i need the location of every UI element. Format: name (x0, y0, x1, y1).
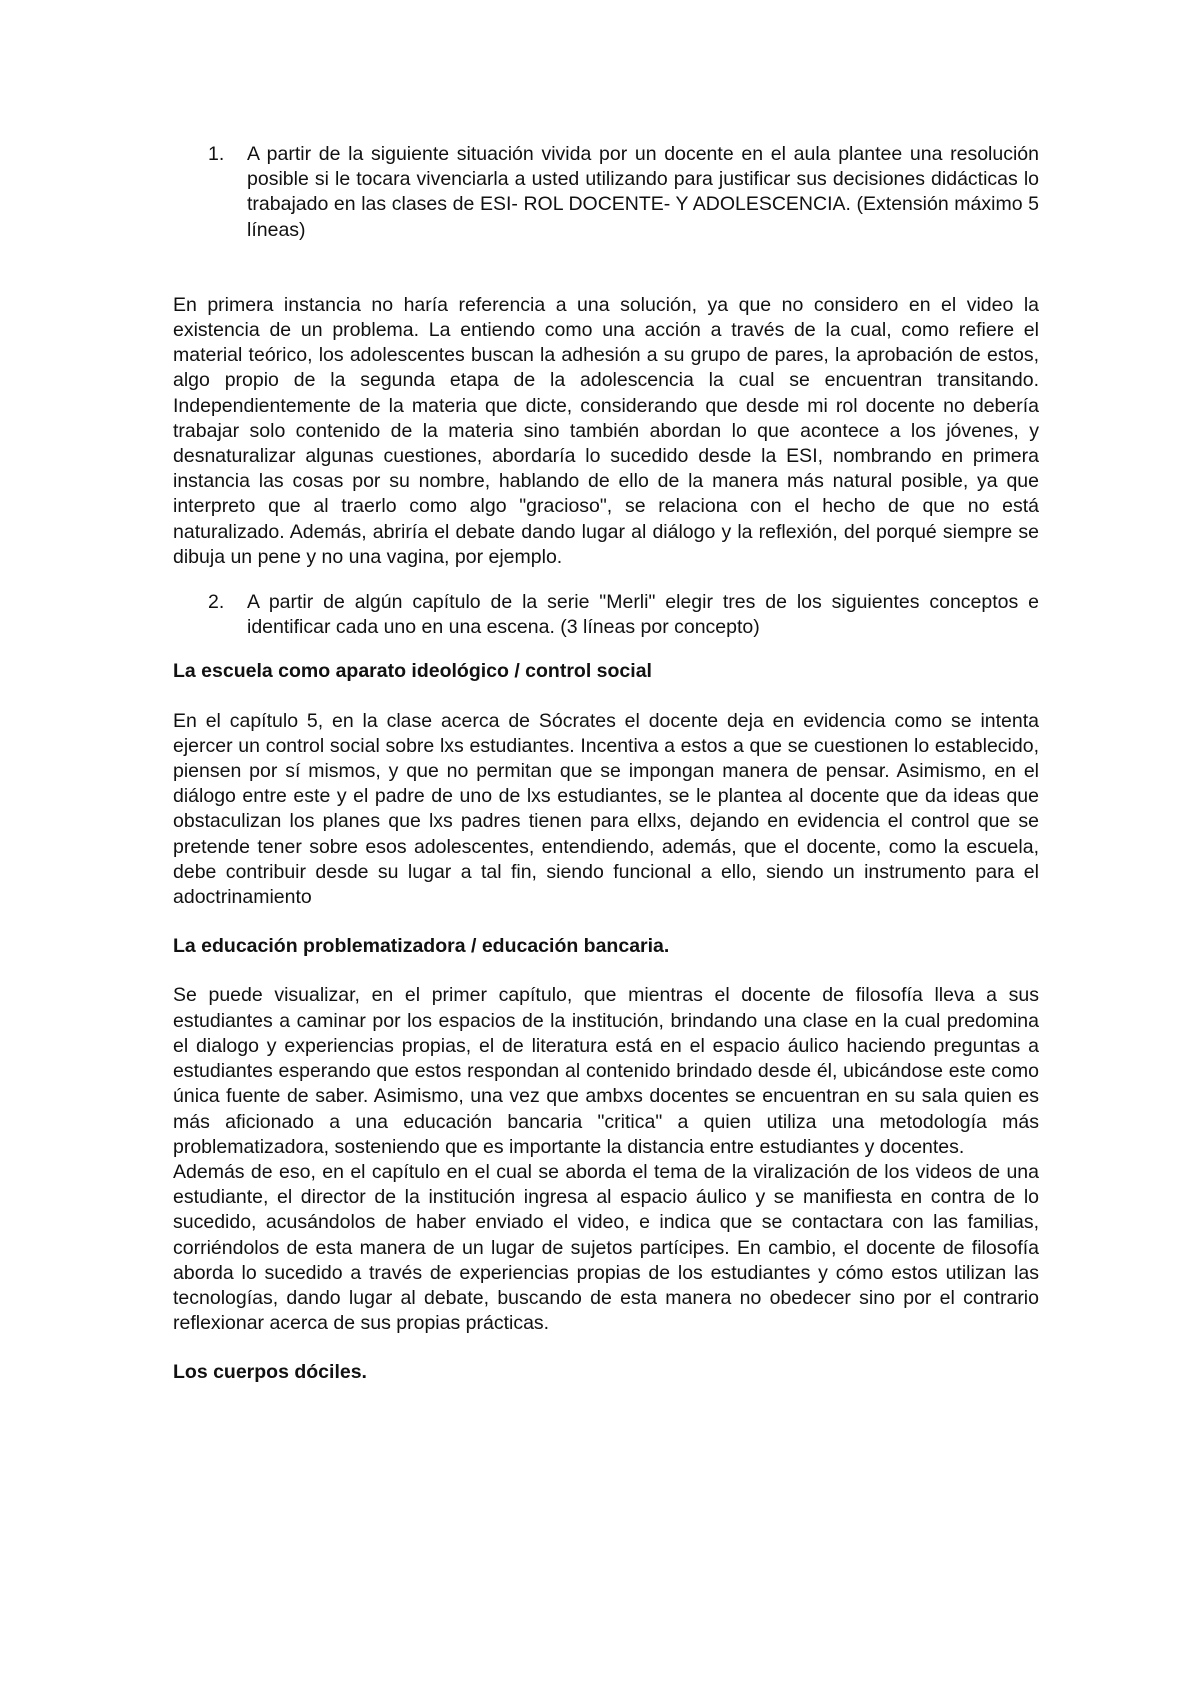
section-paragraph-control-social: En el capítulo 5, en la clase acerca de Sócrates el docente deja en evidencia como se intenta ejercer un control social sobre lxs estudiantes. Incentiva a estos a que se cuestionen lo establecido, piensen por sí mismos, y que no permitan que se impongan manera de pensar. Asimismo, en el diálogo entre este y el padre de uno de lxs estudiantes, se le plantea al docente que da ideas que obstaculizan los planes que lxs padres tienen para ellxs, dejando en evidencia el control que se pretende tener sobre esos adolescentes, entendiendo, además, que el docente, como la escuela, debe contribuir desde su lugar a tal fin, siendo funcional a ello, siendo un instrumento para el adoctrinamiento (173, 709, 1039, 909)
question-1-text: A partir de la siguiente situación vivida por un docente en el aula plantee una resolución posible si le tocara vivenciarla a usted utilizando para justificar sus decisiones didácticas lo trabajado en las clases de ESI- ROL DOCENTE- Y ADOLESCENCIA. (Extensión máximo 5 líneas) (247, 143, 1039, 241)
question-1-number: 1. (208, 143, 225, 165)
question-2-number: 2. (208, 591, 225, 614)
section-heading-educacion-bancaria: La educación problematizadora / educación bancaria. (173, 935, 670, 958)
question-2 (173, 590, 1039, 640)
question-1 (173, 142, 1039, 243)
section-paragraph-educacion-bancaria-1: Se puede visualizar, en el primer capítulo, que mientras el docente de filosofía lleva a sus estudiantes a caminar por los espacios de la institución, brindando una clase en la cual predomina el dialogo y experiencias propias, el de literatura está en el espacio áulico haciendo preguntas a estudiantes esperando que estos respondan al contenido brindado desde él, ubicándose este como única fuente de saber. Asimismo, una vez que ambxs docentes se encuentran en su sala quien es más aficionado a una educación bancaria "critica" a quien utiliza una metodología más problematizadora, sosteniendo que es importante la distancia entre estudiantes y docentes. (173, 984, 1039, 1158)
section-paragraph-educacion-bancaria-2: Además de eso, en el capítulo en el cual se aborda el tema de la viralización de los videos de una estudiante, el director de la institución ingresa al espacio áulico y se manifiesta en contra de lo sucedido, acusándolos de haber enviado el video, e indica que se contactara con las familias, corriéndolos de esta manera de un lugar de sujetos partícipes. En cambio, el docente de filosofía aborda lo sucedido a través de experiencias propias de los estudiantes y cómo estos utilizan las tecnologías, dando lugar al debate, buscando de esta manera no obedecer sino por el contrario reflexionar acerca de sus propias prácticas. (173, 1160, 1039, 1335)
answer-1-paragraph: En primera instancia no haría referencia a una solución, ya que no considero en el video la existencia de un problema. La entiendo como una acción a través de la cual, como refiere el material teórico, los adolescentes buscan la adhesión a su grupo de pares, la aprobación de estos, algo propio de la segunda etapa de la adolescencia la cual se encuentran transitando. Independientemente de la materia que dicte, considerando que desde mi rol docente no debería trabajar solo contenido de la materia sino también abordan lo que acontece a los jóvenes, y desnaturalizar algunas cuestiones, abordaría lo sucedido desde la ESI, nombrando en primera instancia las cosas por su nombre, hablando de ello de la manera más natural posible, ya que interpreto que al traerlo como algo "gracioso", se relaciona con el hecho de que no está naturalizado. Además, abriría el debate dando lugar al diálogo y la reflexión, del porqué siempre se dibuja un pene y no una vagina, por ejemplo. (173, 293, 1039, 568)
document-page (173, 142, 1039, 1386)
section-heading-control-social: La escuela como aparato ideológico / control social (173, 660, 652, 683)
question-2-text: A partir de algún capítulo de la serie "Merli" elegir tres de los siguientes conceptos e identificar cada uno en una escena. (3 líneas por concepto) (247, 591, 1039, 639)
section-heading-cuerpos-dociles: Los cuerpos dóciles. (173, 1361, 367, 1384)
